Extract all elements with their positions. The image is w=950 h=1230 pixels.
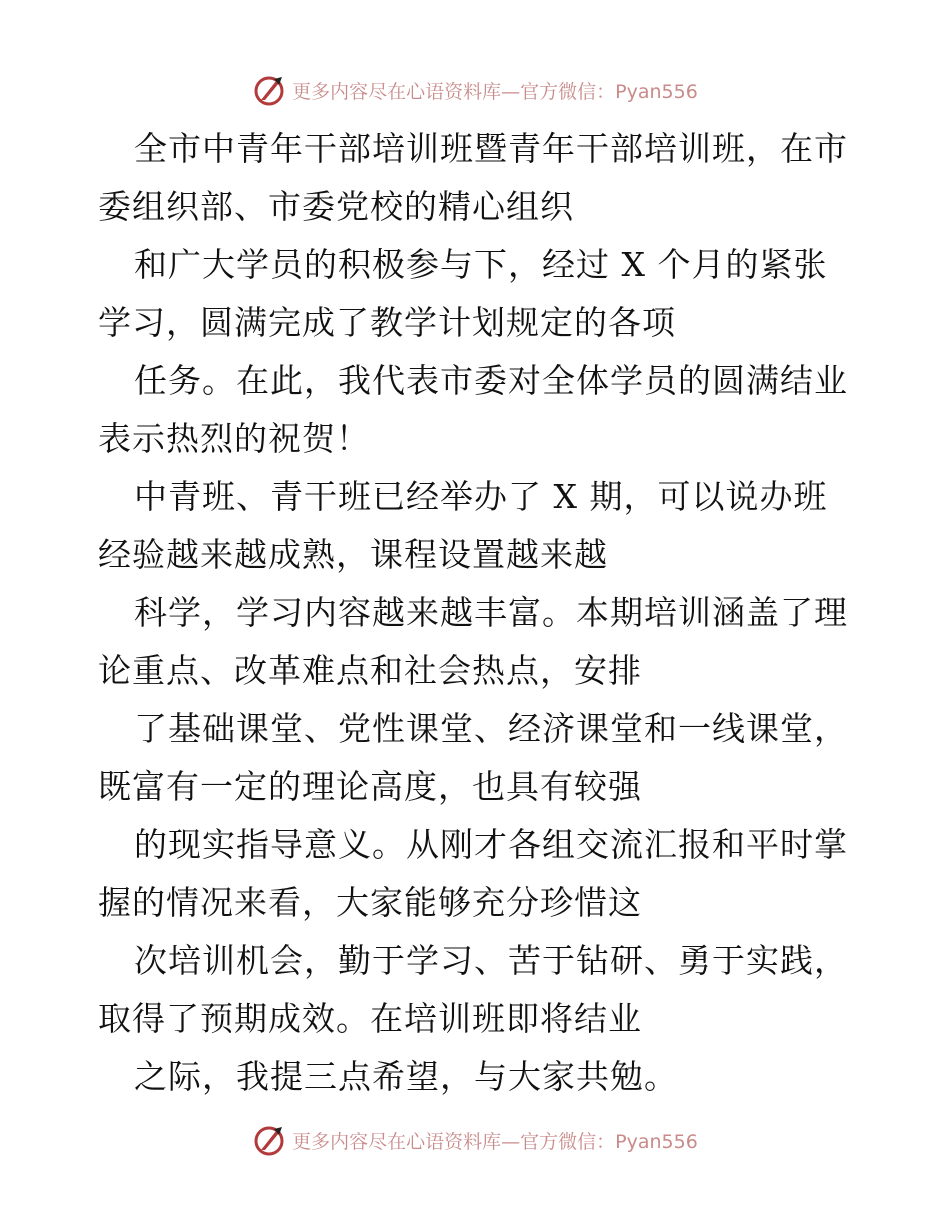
paragraph: 全市中青年干部培训班暨青年干部培训班，在市 委组织部、市委党校的精心组织 (98, 129, 848, 226)
paragraph: 和广大学员的积极参与下，经过 X 个月的紧张 学习，圆满完成了教学计划规定的各项 (98, 245, 828, 342)
header-watermark (0, 70, 950, 110)
paragraph: 之际，我提三点希望，与大家共勉。 (134, 1057, 678, 1096)
watermark-text: 更多内容尽在心语资料库—官方微信：Pyan556 (292, 1130, 698, 1153)
paragraph: 任务。在此，我代表市委对全体学员的圆满结业 表示热烈的祝贺！ (98, 361, 848, 458)
paragraph: 了基础课堂、党性课堂、经济课堂和一线课堂， 既富有一定的理论高度，也具有较强 (98, 709, 848, 806)
paragraph: 次培训机会，勤于学习、苦于钻研、勇于实践， 取得了预期成效。在培训班即将结业 (98, 941, 848, 1038)
document-body (98, 120, 858, 1106)
paragraph: 的现实指导意义。从刚才各组交流汇报和平时掌 握的情况来看，大家能够充分珍惜这 (98, 825, 848, 922)
paragraph: 中青班、青干班已经举办了 X 期，可以说办班 经验越来越成熟，课程设置越来越 (98, 477, 828, 574)
paragraph: 科学，学习内容越来越丰富。本期培训涵盖了理 论重点、改革难点和社会热点，安排 (98, 593, 848, 690)
feather-quill-icon (252, 73, 286, 107)
feather-quill-icon (252, 1123, 286, 1157)
watermark-text: 更多内容尽在心语资料库—官方微信：Pyan556 (292, 80, 698, 103)
footer-watermark (0, 1120, 950, 1160)
